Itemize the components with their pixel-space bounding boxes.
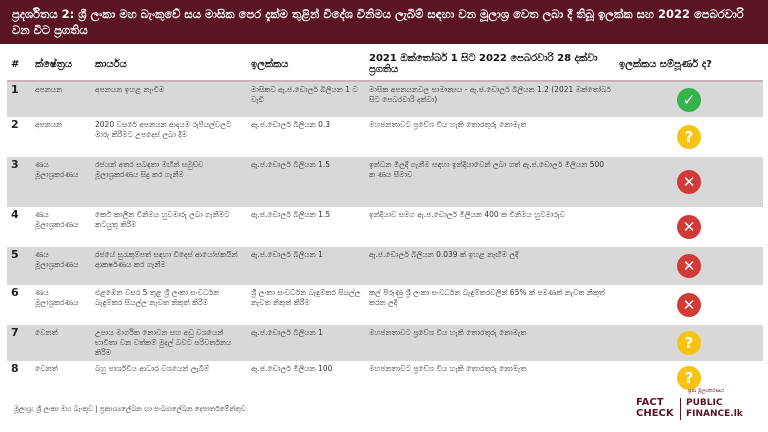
cross-icon: ✕ xyxy=(677,215,701,239)
row-number: 6 xyxy=(7,285,31,325)
row-target: මාසිකව ඇ.ජ.ඩොලර් බිලියන 1 ට වැඩි xyxy=(247,81,365,117)
row-number: 8 xyxy=(7,361,31,395)
row-target: ඇ.ජ.ඩොලර් බිලියන 1.5 xyxy=(247,207,365,247)
row-sector: අපනයන xyxy=(31,117,91,157)
table-row xyxy=(7,81,763,117)
row-status xyxy=(615,157,763,207)
table-row xyxy=(7,207,763,247)
table-row xyxy=(7,247,763,285)
table-row xyxy=(7,157,763,207)
header-number: # xyxy=(7,48,31,81)
header-task: කාර්යය xyxy=(91,48,247,81)
header-achieved: ඉලක්කය සම්පූර්ණ ද? xyxy=(615,48,763,81)
row-sector: වෙනත් xyxy=(31,325,91,361)
table-row xyxy=(7,325,763,361)
table-header-row xyxy=(7,48,763,81)
cross-icon: ✕ xyxy=(677,254,701,278)
row-progress: මහජනතාවට ප්‍රවේශ විය හැකි තොරතුරු නොමැත xyxy=(365,325,615,361)
row-target: ඇ.ජ.ඩොලර් මිලියන 100 xyxy=(247,361,365,395)
header-target: ඉලක්කය xyxy=(247,48,365,81)
cross-icon: ✕ xyxy=(677,170,701,194)
logo-check-text: CHECK xyxy=(636,408,674,419)
row-number: 7 xyxy=(7,325,31,361)
row-task: 2020 වසරේ අපනයන ආදායම රුපියල්වලට මාරු කිරීමට උපදෙස් ලබා දීම xyxy=(91,117,247,157)
header-sector: ක්ෂේත්‍රය xyxy=(31,48,91,81)
row-sector: ණය මූලාශ්‍රකරණය xyxy=(31,247,91,285)
row-number: 3 xyxy=(7,157,31,207)
row-target: ඇ.ජ.ඩොලර් බිලියන 1 xyxy=(247,325,365,361)
row-status xyxy=(615,81,763,117)
row-target: ශ්‍රී ලංකා සංවර්ධන බැඳුම්කර සියල්ල නැවත නිකුත් කිරීම xyxy=(247,285,365,325)
row-target: ඇ.ජ.ඩොලර් බිලියන 1.5 xyxy=(247,157,365,207)
question-icon: ? xyxy=(677,125,701,149)
row-task: රජයන් අතර සබඳතා මඟින් සමුච්ච මූලාශ්‍රකරණය සිදු කර ගැනීම xyxy=(91,157,247,207)
cross-icon: ✕ xyxy=(677,293,701,317)
logo-tagline: ප්‍රජා මූල්‍යකරණය xyxy=(688,388,725,394)
logo-public-text: PUBLIC xyxy=(686,398,723,408)
row-sector: ණය මූලාශ්‍රකරණය xyxy=(31,207,91,247)
question-icon: ? xyxy=(677,331,701,355)
row-task: කෙටි කාලීන විනිමය හුවමාරු ලබා ගැනීමට කටයුතු කිරීම xyxy=(91,207,247,247)
row-progress: ඉන්ධන මිලදී ගැනීම සඳහා ඉන්දියාවෙන් ලබා ගත් ඇ.ජ.ඩොලර් මිලියන 500 ක ණය සීමාව xyxy=(365,157,615,207)
row-progress: මාසික අපනයනවල සාමාන්‍යය - ඇ.ජ.ඩොලර් බිලියන 1.2 (2021 ඔක්තෝබර් සිට පෙබරවාරි දක්වා) xyxy=(365,81,615,117)
row-progress: මහජනතාවට ප්‍රවේශ විය හැකි තොරතුරු නොමැත xyxy=(365,361,615,395)
row-progress: ඇ.ජ.ඩොලර් බිලියන 0.039 ක් ඉහළ නැඟීම ලදි xyxy=(365,247,615,285)
row-sector: අපනයන xyxy=(31,81,91,117)
title-bar xyxy=(0,0,768,44)
row-task: රජයේ සුරැකුම්පත් සඳහා විදෙස් ආයෝජකයින් ආකර්ෂණය කර ගැනීම xyxy=(91,247,247,285)
page-title: ප්‍රදර්ශිතය 2: ශ්‍රී ලංකා මහ බැංකුවේ සය මාසික පෙර දැක්ම තුළින් විදේශ විනිමය ලැබීම් සඳහා වන මූලාශ්‍ර වෙත ලබා දී තිබූ ඉලක්ක සහ 2022 පෙබරවාරි වන විට ප්‍රගතිය xyxy=(12,7,744,37)
row-status xyxy=(615,247,763,285)
row-sector: ණය මූලාශ්‍රකරණය xyxy=(31,285,91,325)
logo-fact-text: FACT xyxy=(636,397,664,408)
check-icon: ✓ xyxy=(677,88,701,112)
row-number: 2 xyxy=(7,117,31,157)
row-sector: වෙනත් xyxy=(31,361,91,395)
header-progress: 2021 ඔක්තෝබර් 1 සිට 2022 පෙබරවාරි 28 දක්වා ප්‍රගතිය xyxy=(365,48,615,81)
row-progress: කල් පිරුණු ශ්‍රී ලංකා සංවර්ධන බැඳුම්කරවලින් 65% ක් පමණක් නැවත නිකුත් කරන ලදි xyxy=(365,285,615,325)
row-progress: ඉන්දියාව සමග ඇ.ජ.ඩොලර් මිලියන 400 ක විනිමය හුවමාරුව xyxy=(365,207,615,247)
logo-finance-text: FINANCE.lk xyxy=(686,409,743,419)
targets-table xyxy=(7,48,763,395)
source-note: මූලාශ්‍ර: ශ්‍රී ලංකා මහ බැංකුව | ප්‍රකාශ්‍යලේඛන හා සංඛ්‍යාලේඛන දෙපාර්තමේන්තුව xyxy=(14,405,246,413)
question-icon: ? xyxy=(677,366,701,390)
logo-divider xyxy=(680,398,681,420)
row-target: ඇ.ජ.ඩොලර් බිලියන 0.3 xyxy=(247,117,365,157)
row-task: එළඹෙන වසර 5 තුළ ශ්‍රී ලංකා සංවර්ධන බැඳුම්කර සියල්ල නැවත නිකුත් කිරීම xyxy=(91,285,247,325)
row-number: 5 xyxy=(7,247,31,285)
row-target: ඇ.ජ.ඩොලර් බිලියන 1 xyxy=(247,247,365,285)
row-task: බහු පාර්ශ්වීය ආධාර වශයෙන් ලැබීම් xyxy=(91,361,247,395)
row-task: උපාය මාර්ගික නොවන සහ අඩු වශයෙන් භාවිතා වන වත්කම් මුදල් බවට පරිවර්තනය කිරීම xyxy=(91,325,247,361)
row-status xyxy=(615,285,763,325)
row-number: 1 xyxy=(7,81,31,117)
table-row xyxy=(7,117,763,157)
row-number: 4 xyxy=(7,207,31,247)
table-row xyxy=(7,285,763,325)
row-status xyxy=(615,325,763,361)
factcheck-publicfinance-logo xyxy=(636,388,758,424)
row-task: අපනයන ඉහළ නැංවීම xyxy=(91,81,247,117)
row-status xyxy=(615,117,763,157)
row-status xyxy=(615,207,763,247)
table-row xyxy=(7,361,763,395)
row-sector: ණය මූලාශ්‍රකරණය xyxy=(31,157,91,207)
row-progress: මහජනතාවට ප්‍රවේශ විය හැකි තොරතුරු නොමැත xyxy=(365,117,615,157)
